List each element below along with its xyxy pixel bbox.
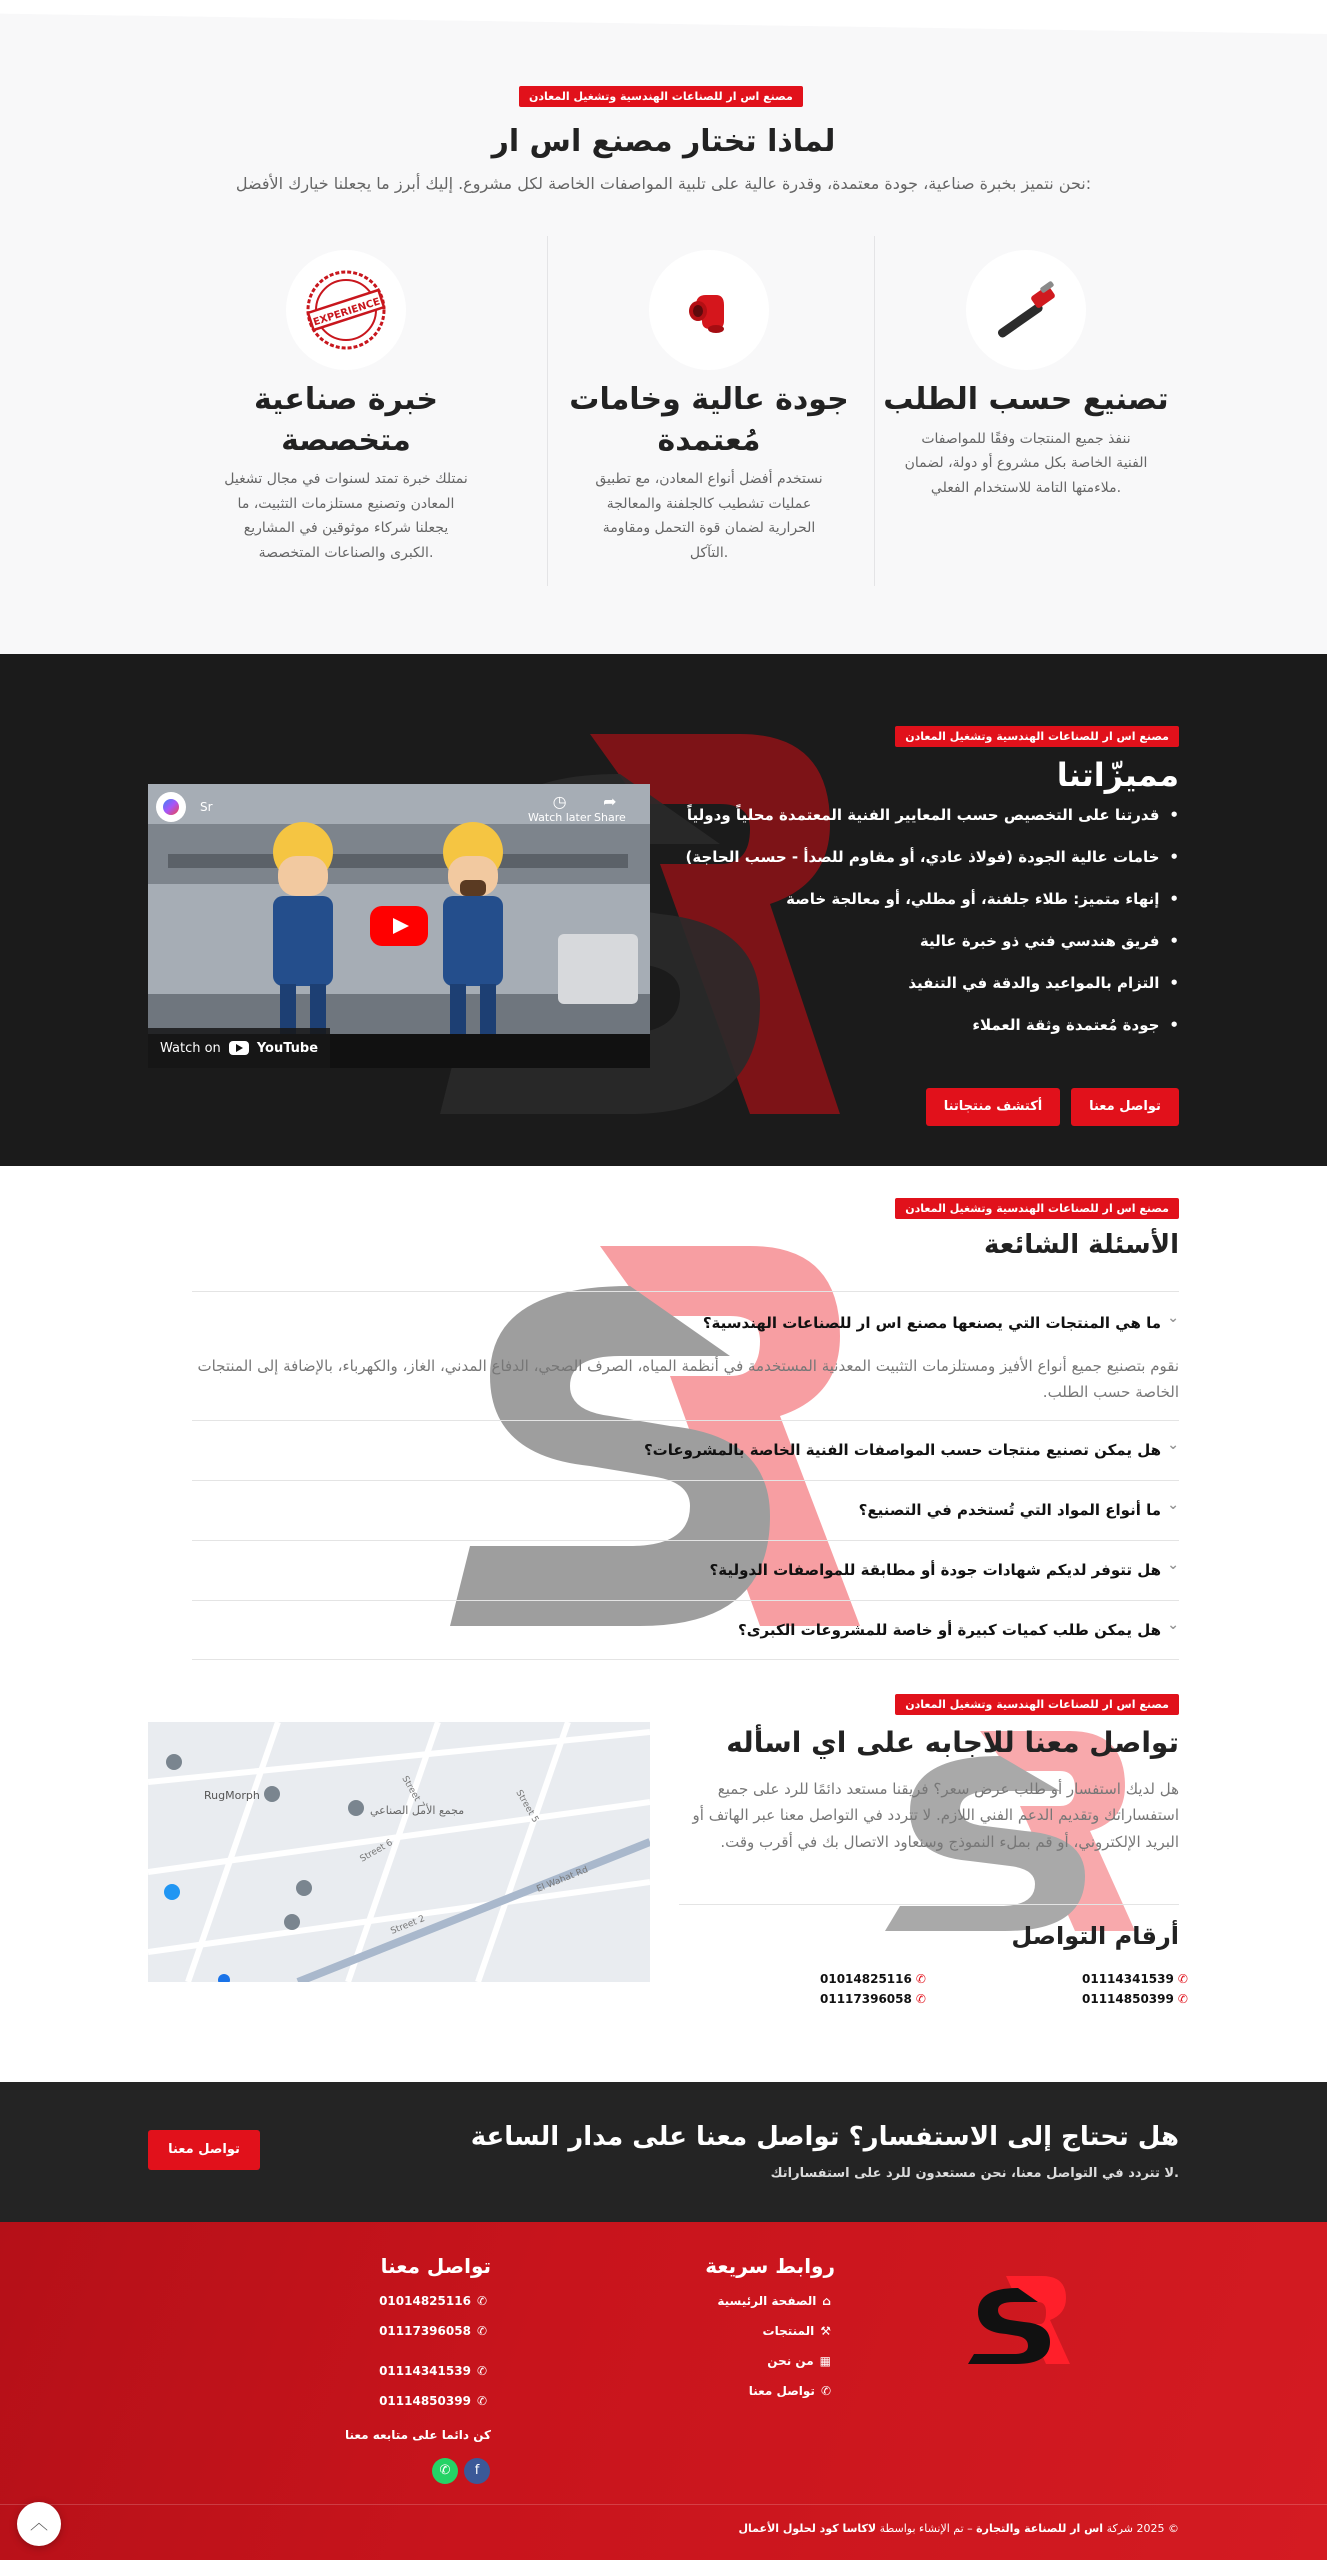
- faq-question[interactable]: ⌄ هل يمكن تصنيع منتجات حسب المواصفات الفنية الخاصة بالمشروعات؟: [192, 1441, 1179, 1459]
- follow-us-text: كن دائما على متابعه معنا: [344, 2428, 491, 2442]
- faq-item-3[interactable]: [192, 1480, 1179, 1540]
- phone-icon: ✆: [915, 1972, 926, 1986]
- cta-subtitle: لا تتردد في التواصل معنا، نحن مستعدون للرد على استفساراتك.: [770, 2166, 1179, 2181]
- section-tag: مصنع اس ار للصناعات الهندسية وتشغيل المعادن: [895, 726, 1179, 747]
- why-title: لماذا تختار مصنع اس ار: [491, 124, 836, 159]
- faq-question[interactable]: ⌄ ما أنواع المواد التي تُستخدم في التصنيع؟: [192, 1501, 1179, 1519]
- faq-answer: نقوم بتصنيع جميع أنواع الأفيز ومستلزمات التثبيت المعدنية المستخدمة في أنظمة المياه، الصرف الصحي، الدفاع المدني، الغاز، والكهرباء، بالإضافة إلى المنتجات الخاصة حسب الطلب.: [197, 1357, 1179, 1401]
- play-icon: [393, 918, 409, 934]
- footer-link-about[interactable]: ▦من نحن: [767, 2354, 831, 2368]
- watch-on-youtube-link[interactable]: Watch on YouTube: [148, 1028, 330, 1068]
- hammer-icon: ⚒: [820, 2324, 831, 2338]
- map-graphic: [148, 1722, 650, 1982]
- location-map[interactable]: [148, 1722, 650, 1982]
- quick-links-title: روابط سريعة: [705, 2254, 835, 2278]
- feature-card-title: تصنيع حسب الطلب: [883, 382, 1169, 417]
- phone-icon: ✆: [820, 2384, 831, 2398]
- feature-card-quality: [559, 236, 859, 586]
- contact-title: تواصل معنا للاجابه على اي اسأله: [726, 1726, 1179, 1759]
- building-icon: ▦: [819, 2354, 831, 2368]
- list-item: • قدرتنا على التخصيص حسب المعايير الفنية المعتمدة محلياً ودولياً: [686, 806, 1180, 848]
- footer-link-contact[interactable]: ✆تواصل معنا: [748, 2384, 831, 2398]
- faq-question[interactable]: ⌄ هل يمكن طلب كميات كبيرة أو خاصة للمشروعات الكبرى؟: [192, 1621, 1179, 1639]
- phone-icon: ✆: [476, 2294, 487, 2308]
- phone-icon: ✆: [915, 1992, 926, 2006]
- scroll-to-top-button[interactable]: [17, 2502, 61, 2546]
- builder-link[interactable]: لاكاسا كود لحلول الأعمال: [738, 2522, 877, 2535]
- youtube-video-embed[interactable]: [148, 784, 650, 1068]
- phone-icon: ✆: [476, 2394, 487, 2408]
- list-item: • فريق هندسي فني ذو خبرة عالية: [686, 932, 1180, 974]
- faq-item-4[interactable]: [192, 1540, 1179, 1600]
- copyright-text: © 2025 شركة اس ار للصناعة والتجارة – تم الإنشاء بواسطة لاكاسا كود لحلول الأعمال: [738, 2522, 1179, 2535]
- card-divider: [547, 236, 548, 586]
- discover-products-button[interactable]: أكتشف منتجاتنا: [926, 1088, 1060, 1126]
- svg-text:EXPERIENCE: EXPERIENCE: [312, 296, 382, 329]
- footer-phone[interactable]: ✆01014825116: [379, 2294, 487, 2308]
- clock-icon: ◷: [552, 792, 567, 811]
- faq-item-5[interactable]: [192, 1600, 1179, 1660]
- home-icon: ⌂: [822, 2294, 831, 2308]
- phone-icon: ✆: [476, 2364, 487, 2378]
- svg-text:Street 2: Street 2: [389, 1914, 427, 1937]
- section-tag: مصنع اس ار للصناعات الهندسية وتشغيل المعادن: [519, 86, 803, 107]
- contact-section: [0, 1686, 1327, 2082]
- feature-card-experience: [196, 236, 496, 586]
- channel-name: Sr: [200, 800, 213, 814]
- phone-link[interactable]: 01014825116 ✆: [820, 1972, 926, 1986]
- contact-us-button[interactable]: تواصل معنا: [1071, 1088, 1179, 1126]
- list-item: • خامات عالية الجودة (فولاذ عادي، أو مقاوم للصدأ - حسب الحاجة): [686, 848, 1180, 890]
- phone-icon: ✆: [1177, 1992, 1188, 2006]
- footer-divider: [0, 2504, 1327, 2505]
- divider: [679, 1904, 1179, 1905]
- section-divider-shape: [0, 0, 1327, 34]
- list-item: • جودة مُعتمدة وثقة العملاء: [686, 1016, 1180, 1058]
- faq-title: الأسئلة الشائعة: [984, 1230, 1179, 1260]
- svg-text:RugMorph: RugMorph: [204, 1789, 260, 1802]
- play-button[interactable]: [370, 906, 428, 946]
- watch-later-button[interactable]: ◷ Watch later: [528, 792, 592, 824]
- list-item: • إنهاء متميز: طلاء جلفنة، أو مطلي، أو معالجة خاصة: [686, 890, 1180, 932]
- facebook-icon[interactable]: f: [464, 2458, 490, 2484]
- feature-card-title: خبرة صناعية متخصصة: [253, 382, 439, 458]
- phone-link[interactable]: 01117396058 ✆: [820, 1992, 926, 2006]
- phone-link[interactable]: 01114341539 ✆: [1082, 1972, 1188, 1986]
- sr-logo[interactable]: [962, 2268, 1074, 2368]
- contact-description: هل لديك استفسار أو طلب عرض سعر؟ فريقنا مستعد دائمًا للرد على جميع استفساراتك وتقديم الدعم الفني اللازم. لا تتردد في التواصل معنا عبر الهاتف أو البريد الإلكتروني، أو قم بملء النموذج وسنعاود الاتصال بك في أقرب وقت.: [692, 1780, 1179, 1851]
- faq-item-1[interactable]: [192, 1291, 1179, 1351]
- phone-icon: ✆: [1177, 1972, 1188, 1986]
- chevron-up-icon: ︿: [30, 2513, 48, 2534]
- footer-link-home[interactable]: ⌂الصفحة الرئيسية: [717, 2294, 831, 2308]
- features-title: مميزّاتنا: [1056, 756, 1179, 794]
- footer-phone[interactable]: ✆01117396058: [379, 2324, 487, 2338]
- channel-avatar[interactable]: [156, 792, 186, 822]
- footer-link-products[interactable]: ⚒المنتجات: [762, 2324, 831, 2338]
- section-tag: مصنع اس ار للصناعات الهندسية وتشغيل المعادن: [895, 1694, 1179, 1715]
- features-list: [686, 806, 1180, 1058]
- contact-numbers-title: أرقام التواصل: [1011, 1922, 1179, 1950]
- feature-card-title: جودة عالية وخامات مُعتمدة: [569, 382, 849, 458]
- site-footer: [0, 2222, 1327, 2560]
- svg-text:Street 7: Street 7: [399, 1774, 427, 1811]
- section-tag: مصنع اس ار للصناعات الهندسية وتشغيل المعادن: [895, 1198, 1179, 1219]
- svg-text:Street 6: Street 6: [358, 1837, 395, 1865]
- cta-contact-button[interactable]: تواصل معنا: [148, 2130, 260, 2170]
- svg-text:مجمع الأمل الصناعي: مجمع الأمل الصناعي: [370, 1804, 465, 1817]
- why-section: [0, 0, 1327, 654]
- feature-card-custom: [876, 236, 1176, 586]
- youtube-logo-icon: [229, 1041, 249, 1055]
- pipe-wrench-icon: [966, 250, 1086, 370]
- features-section: [0, 654, 1327, 1166]
- svg-text:Street 5: Street 5: [513, 1788, 541, 1825]
- faq-question[interactable]: ⌄ هل تتوفر لديكم شهادات جودة أو مطابقة للمواصفات الدولية؟: [192, 1561, 1179, 1579]
- feature-card-text: نمتلك خبرة تمتد لسنوات في مجال تشغيل المعادن وتصنيع مستلزمات التثبيت، ما يجعلنا شركاء موثوقين في المشاريع الكبرى والصناعات المتخصصة.: [224, 471, 468, 561]
- why-intro: نحن نتميز بخبرة صناعية، جودة معتمدة، وقدرة عالية على تلبية المواصفات الخاصة لكل مشروع. إليك أبرز ما يجعلنا خيارك الأفضل:: [235, 174, 1092, 193]
- feature-card-text: ننفذ جميع المنتجات وفقًا للمواصفات الفنية الخاصة بكل مشروع أو دولة، لضمان ملاءمتها التامة للاستخدام الفعلي.: [904, 430, 1148, 496]
- cta-title: هل تحتاج إلى الاستفسار؟ تواصل معنا على مدار الساعة: [470, 2122, 1179, 2152]
- feature-card-text: نستخدم أفضل أنواع المعادن، مع تطبيق عمليات تشطيب كالجلفنة والمعالجة الحرارية لضمان قوة التحمل ومقاومة التآكل.: [595, 471, 823, 561]
- card-divider: [874, 236, 875, 586]
- svg-text:El Wahat Rd: El Wahat Rd: [535, 1865, 590, 1895]
- faq-question[interactable]: ⌄ ما هي المنتجات التي يصنعها مصنع اس ار للصناعات الهندسية؟: [192, 1314, 1179, 1332]
- share-button[interactable]: ➦ Share: [594, 792, 626, 824]
- faq-item-2[interactable]: [192, 1420, 1179, 1480]
- phone-link[interactable]: 01114850399 ✆: [1082, 1992, 1188, 2006]
- whatsapp-icon[interactable]: ✆: [432, 2458, 458, 2484]
- phone-icon: ✆: [476, 2324, 487, 2338]
- experience-stamp-icon: [286, 250, 406, 370]
- share-icon: ➦: [603, 792, 617, 811]
- pipe-fitting-icon: [649, 250, 769, 370]
- cta-banner: [0, 2082, 1327, 2222]
- footer-contact-title: تواصل معنا: [380, 2254, 491, 2278]
- footer-phone[interactable]: ✆01114850399: [379, 2394, 487, 2408]
- list-item: • التزام بالمواعيد والدقة في التنفيذ: [686, 974, 1180, 1016]
- footer-phone[interactable]: ✆01114341539: [379, 2364, 487, 2378]
